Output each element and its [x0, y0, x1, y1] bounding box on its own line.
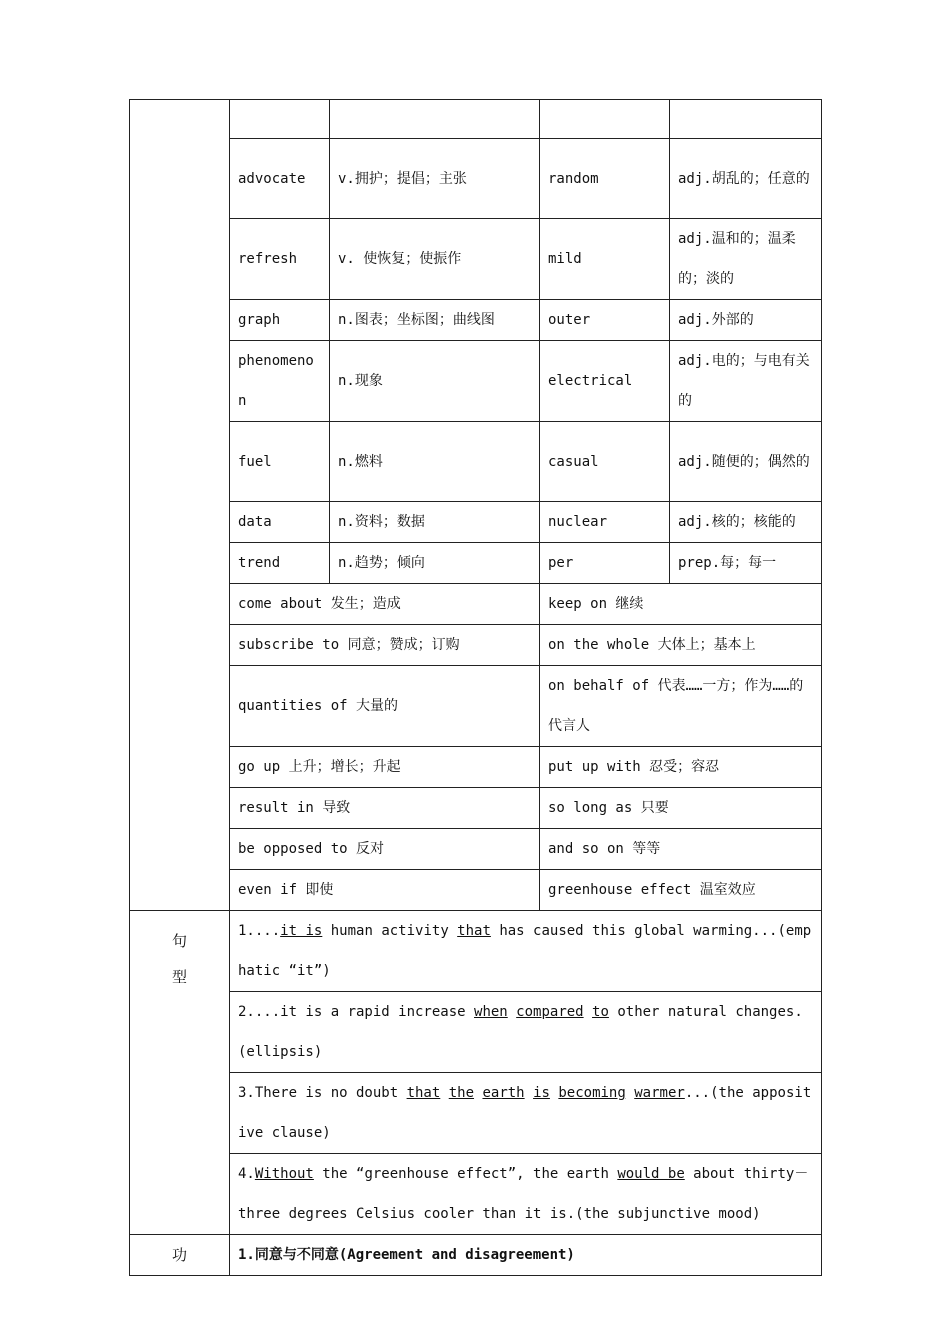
sentence-fragment — [508, 1004, 516, 1020]
vocab-meaning: adj.核的；核能的 — [670, 502, 822, 543]
sentence-text — [230, 1073, 822, 1154]
sentence-pattern-label — [130, 911, 230, 1235]
vocab-meaning — [670, 100, 822, 139]
vocab-meaning: n.趋势；倾向 — [330, 543, 540, 584]
phrase-right: greenhouse effect 温室效应 — [540, 870, 822, 911]
phrase-row — [130, 829, 822, 870]
phrase-row — [130, 870, 822, 911]
underlined-text: compared — [516, 1004, 584, 1020]
underlined-text: earth — [482, 1085, 525, 1101]
phrase-row — [130, 666, 822, 747]
sentence-fragment: has caused this global warming...(emphatic “it”) — [238, 923, 812, 979]
phrase-right: on behalf of 代表……一方；作为……的代言人 — [540, 666, 822, 747]
vocab-meaning: v.拥护；提倡；主张 — [330, 139, 540, 219]
phrase-row — [130, 584, 822, 625]
vocab-word: electrical — [540, 341, 670, 422]
vocab-meaning: n.燃料 — [330, 422, 540, 502]
vocab-meaning: adj.外部的 — [670, 300, 822, 341]
underlined-text: when — [474, 1004, 508, 1020]
phrase-right: and so on 等等 — [540, 829, 822, 870]
vocab-meaning: adj.电的；与电有关的 — [670, 341, 822, 422]
vocab-row — [130, 502, 822, 543]
underlined-text: that — [406, 1085, 441, 1101]
phrase-row — [130, 747, 822, 788]
vocab-meaning: prep.每；每一 — [670, 543, 822, 584]
underlined-text: that — [457, 923, 491, 939]
underlined-text: becoming — [558, 1085, 626, 1101]
phrase-right: on the whole 大体上；基本上 — [540, 625, 822, 666]
sentence-row — [130, 911, 822, 992]
sentence-fragment — [525, 1085, 533, 1101]
phrase-row — [130, 625, 822, 666]
vocab-word: nuclear — [540, 502, 670, 543]
vocab-word: mild — [540, 219, 670, 300]
underlined-text: warmer — [634, 1085, 685, 1101]
vocab-row — [130, 300, 822, 341]
sentence-fragment: ...(the appositive clause) — [238, 1085, 812, 1141]
sentence-fragment: human activity — [322, 923, 458, 939]
function-item: 1.同意与不同意(Agreement and disagreement) — [230, 1235, 822, 1276]
sentence-text — [230, 992, 822, 1073]
vocab-meaning: n.现象 — [330, 341, 540, 422]
vocab-word: per — [540, 543, 670, 584]
sentence-fragment: 3.There is no doubt — [238, 1085, 407, 1101]
underlined-text: is — [533, 1085, 550, 1101]
underlined-text: it is — [280, 923, 323, 939]
sentence-fragment — [584, 1004, 592, 1020]
sentence-row — [130, 1154, 822, 1235]
sentence-fragment: 1.... — [238, 923, 281, 939]
phrase-right: so long as 只要 — [540, 788, 822, 829]
sentence-label-char: 型 — [171, 968, 187, 986]
sentence-text — [230, 1154, 822, 1235]
phrase-left: subscribe to 同意；赞成；订购 — [230, 625, 540, 666]
vocab-word: outer — [540, 300, 670, 341]
vocab-row — [130, 100, 822, 139]
phrase-left: even if 即使 — [230, 870, 540, 911]
function-label: 功 — [130, 1235, 230, 1276]
vocab-row — [130, 422, 822, 502]
vocab-meaning: adj.温和的；温柔的；淡的 — [670, 219, 822, 300]
underlined-text: Without — [254, 1166, 314, 1182]
underlined-text: would be — [617, 1166, 685, 1182]
vocab-word: graph — [230, 300, 330, 341]
vocab-meaning: adj.胡乱的；任意的 — [670, 139, 822, 219]
vocab-word: phenomenon — [230, 341, 330, 422]
sentence-row — [130, 1073, 822, 1154]
phrase-left: come about 发生；造成 — [230, 584, 540, 625]
underlined-text: to — [592, 1004, 609, 1020]
vocab-word — [540, 100, 670, 139]
sentence-label-char: 句 — [171, 932, 187, 950]
function-row — [130, 1235, 822, 1276]
sentence-text — [230, 911, 822, 992]
vocab-meaning: adj.随便的；偶然的 — [670, 422, 822, 502]
sentence-fragment: about thirty－three degrees Celsius cooler than it is.(the subjunctive mood) — [238, 1166, 809, 1222]
phrase-left: be opposed to 反对 — [230, 829, 540, 870]
phrase-left: quantities of 大量的 — [230, 666, 540, 747]
phrase-right: keep on 继续 — [540, 584, 822, 625]
phrase-right: put up with 忍受；容忍 — [540, 747, 822, 788]
vocab-word: fuel — [230, 422, 330, 502]
section-label-blank — [130, 100, 230, 911]
vocab-word: data — [230, 502, 330, 543]
vocab-word: casual — [540, 422, 670, 502]
vocab-word — [230, 100, 330, 139]
sentence-row — [130, 992, 822, 1073]
vocab-meaning — [330, 100, 540, 139]
sentence-fragment — [440, 1085, 448, 1101]
vocab-meaning: n.资料；数据 — [330, 502, 540, 543]
vocab-row — [130, 219, 822, 300]
vocab-meaning: v. 使恢复；使振作 — [330, 219, 540, 300]
vocab-word: refresh — [230, 219, 330, 300]
phrase-left: result in 导致 — [230, 788, 540, 829]
vocab-row — [130, 341, 822, 422]
sentence-fragment: other natural changes.(ellipsis) — [238, 1004, 803, 1060]
sentence-fragment — [626, 1085, 634, 1101]
phrase-row — [130, 788, 822, 829]
underlined-text: the — [448, 1085, 475, 1101]
sentence-fragment: 4. — [238, 1166, 255, 1182]
vocab-word: random — [540, 139, 670, 219]
sentence-fragment: the “greenhouse effect”, the earth — [313, 1166, 618, 1182]
vocab-row — [130, 543, 822, 584]
sentence-fragment: 2....it is a rapid increase — [238, 1004, 475, 1020]
vocab-meaning: n.图表；坐标图；曲线图 — [330, 300, 540, 341]
phrase-left: go up 上升；增长；升起 — [230, 747, 540, 788]
vocab-word: trend — [230, 543, 330, 584]
vocab-row — [130, 139, 822, 219]
vocabulary-table — [129, 99, 822, 1276]
vocab-word: advocate — [230, 139, 330, 219]
